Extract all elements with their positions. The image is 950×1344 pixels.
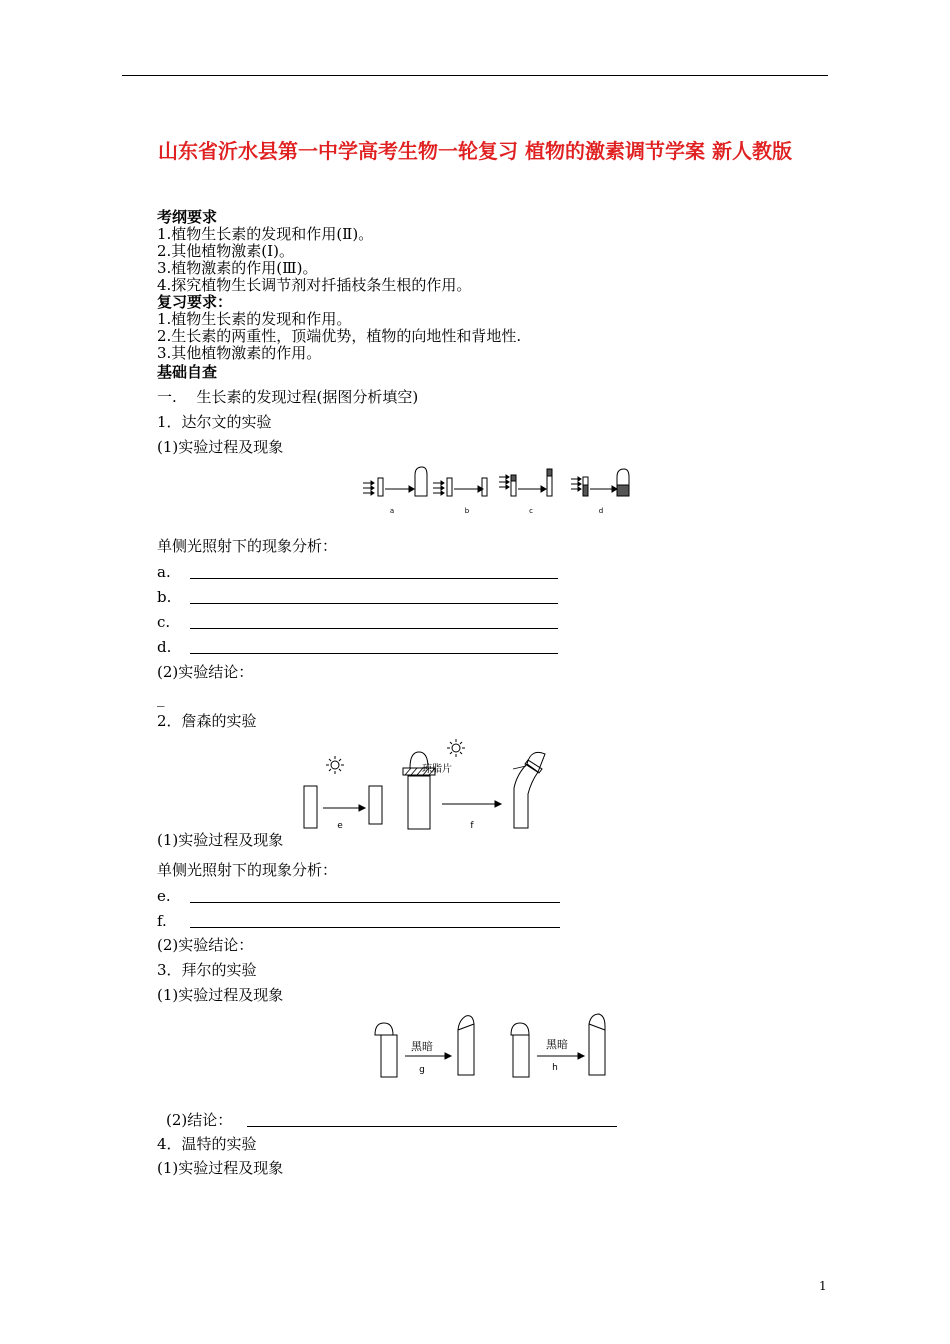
coleoptile-g1 [381, 1035, 397, 1077]
fig-label-g: g [419, 1065, 425, 1075]
fig-label-a: a [389, 507, 395, 515]
coleoptile-a [378, 478, 383, 496]
page-number: 1 [819, 1279, 827, 1293]
syllabus-item: 3.植物激素的作用(Ⅲ)。 [157, 259, 318, 277]
fig-label-e: e [337, 821, 343, 831]
answer-label-f: f. [157, 912, 167, 930]
conclusion-blank[interactable]: _ [157, 689, 165, 707]
dark-label-g: 黑暗 [411, 1040, 433, 1053]
answer-label-a: a. [157, 563, 171, 581]
fig-label-b: b [464, 507, 470, 515]
tip-g1 [375, 1023, 393, 1035]
jensen-heading: 2．詹森的实验 [157, 712, 257, 730]
answer-line-d[interactable] [190, 653, 558, 654]
answer-label-c: c. [157, 613, 171, 631]
syllabus-item: 1.植物生长素的发现和作用(Ⅱ)。 [157, 225, 374, 243]
coleoptile-h1 [513, 1035, 529, 1077]
answer-label-e: e. [157, 887, 171, 905]
fig-label-c: c [529, 507, 533, 515]
bent-coleoptile-a [415, 467, 427, 496]
answer-line-e[interactable] [190, 902, 560, 903]
header-rule [122, 75, 828, 76]
darwin-analysis: 单侧光照射下的现象分析： [157, 537, 338, 555]
coleoptile-e1 [304, 786, 317, 828]
sun-icon [326, 756, 344, 774]
jensen-process: (1)实验过程及现象 [157, 831, 284, 849]
answer-label-d: d. [157, 638, 172, 656]
light-arrows-a [363, 481, 374, 495]
syllabus-heading: 考纲要求 [157, 208, 218, 226]
darwin-process: (1)实验过程及现象 [157, 438, 284, 456]
paal-conclusion: (2)结论： [166, 1111, 233, 1129]
review-item: 2.生长素的两重性，顶端优势，植物的向地性和背地性. [157, 327, 522, 345]
answer-line-f[interactable] [190, 927, 560, 928]
answer-line-paal[interactable] [247, 1126, 617, 1127]
review-heading: 复习要求： [157, 293, 233, 311]
basics-heading: 基础自查 [157, 363, 218, 381]
page-title: 山东省沂水县第一中学高考生物一轮复习 植物的激素调节学案 新人教版 [158, 139, 792, 163]
darwin-heading: 1．达尔文的实验 [157, 413, 272, 431]
tip-h1 [511, 1023, 529, 1035]
coleoptile-e2 [369, 786, 382, 824]
coleoptile-f1 [408, 776, 430, 829]
review-item: 3.其他植物激素的作用。 [157, 344, 322, 362]
review-item: 1.植物生长素的发现和作用。 [157, 310, 352, 328]
paal-process: (1)实验过程及现象 [157, 986, 284, 1004]
jensen-conclusion: (2)实验结论： [157, 936, 254, 954]
syllabus-item: 4.探究植物生长调节剂对扦插枝条生根的作用。 [157, 276, 472, 294]
answer-line-b[interactable] [190, 603, 558, 604]
dark-label-h: 黑暗 [546, 1038, 568, 1051]
sun-icon-f [447, 739, 465, 757]
jensen-analysis: 单侧光照射下的现象分析： [157, 861, 338, 879]
light-arrows-b [433, 481, 444, 495]
fig-label-d: d [598, 507, 604, 515]
syllabus-item: 2.其他植物激素(Ⅰ)。 [157, 242, 294, 260]
coleoptile-h2 [589, 1014, 605, 1075]
paal-heading: 3．拜尔的实验 [157, 961, 257, 979]
jensen-figure [295, 736, 555, 836]
agar-label: 琼脂片 [422, 764, 452, 775]
answer-label-b: b. [157, 588, 172, 606]
paal-figure [365, 1010, 615, 1080]
answer-line-c[interactable] [190, 628, 558, 629]
darwin-conclusion: (2)实验结论： [157, 663, 254, 681]
fig-label-f: f [470, 821, 474, 831]
went-process: (1)实验过程及现象 [157, 1159, 284, 1177]
went-heading: 4．温特的实验 [157, 1135, 257, 1153]
darwin-figure [355, 463, 635, 518]
bent-coleoptile-f [514, 764, 538, 828]
light-arrows-d [571, 477, 581, 491]
section-heading: 一. 生长素的发现过程(据图分析填空) [157, 388, 419, 406]
fig-label-h: h [552, 1063, 558, 1073]
answer-line-a[interactable] [190, 578, 558, 579]
light-arrows-c [499, 475, 509, 489]
